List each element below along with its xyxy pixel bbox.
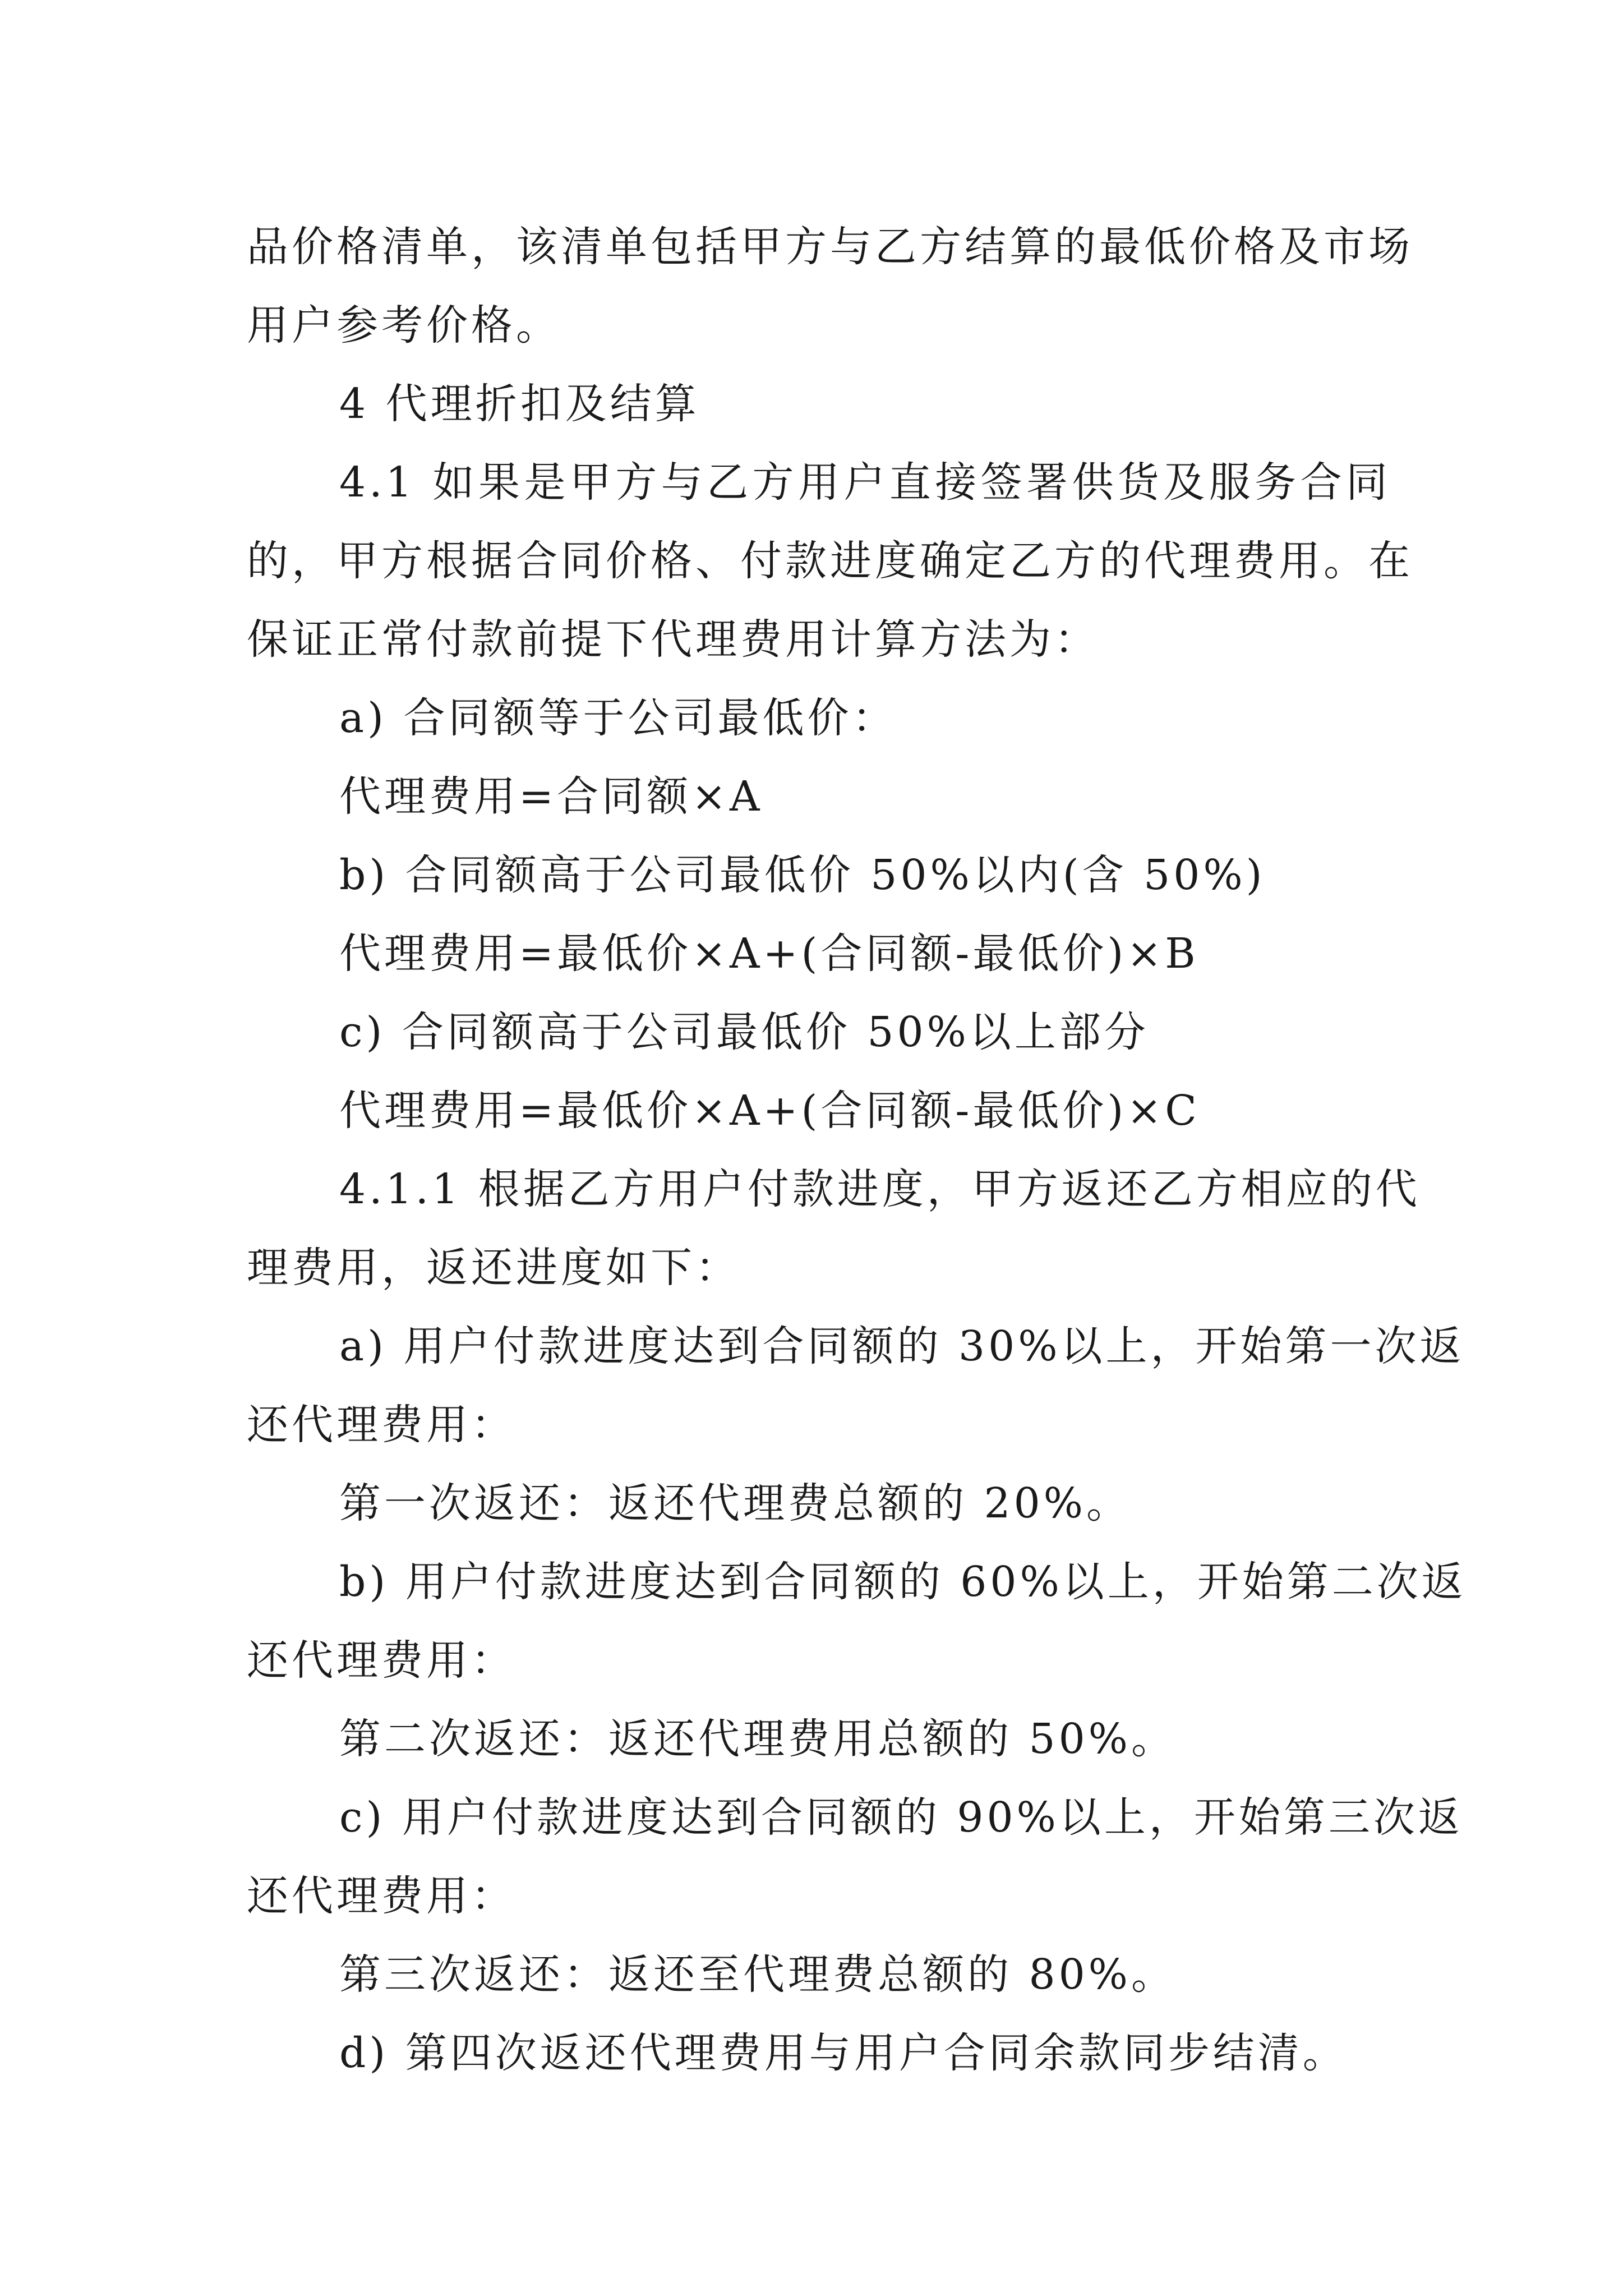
list-item: b) 合同额高于公司最低价 50%以内(含 50%): [339, 851, 1266, 899]
refund-line: 第二次返还：返还代理费用总额的 50%。: [339, 1715, 1176, 1763]
clause-text-line: 理费用，返还进度如下：: [247, 1244, 740, 1292]
list-item: a) 合同额等于公司最低价：: [339, 694, 897, 742]
list-item: d) 第四次返还代理费用与用户合同余款同步结清。: [339, 2029, 1348, 2077]
list-item: c) 用户付款进度达到合同额的 90%以上，开始第三次返: [339, 1793, 1463, 1842]
refund-line: 第一次返还：返还代理费总额的 20%。: [339, 1479, 1131, 1527]
clause-text-line: 4.1 如果是甲方与乙方用户直接签署供货及服务合同: [339, 458, 1391, 507]
formula-line: 代理费用=合同额×A: [339, 772, 763, 821]
clause-text-line: 4.1.1 根据乙方用户付款进度，甲方返还乙方相应的代: [339, 1165, 1421, 1213]
list-item: a) 用户付款进度达到合同额的 30%以上，开始第一次返: [339, 1322, 1465, 1370]
body-text-line: 用户参考价格。: [247, 301, 561, 349]
list-item: 还代理费用：: [247, 1872, 516, 1920]
document-page: [247, 208, 1467, 2092]
formula-line: 代理费用=最低价×A+(合同额-最低价)×B: [339, 930, 1199, 978]
list-item: c) 合同额高于公司最低价 50%以上部分: [339, 1008, 1149, 1056]
body-text-line: 品价格清单，该清单包括甲方与乙方结算的最低价格及市场: [247, 223, 1413, 271]
formula-line: 代理费用=最低价×A+(合同额-最低价)×C: [339, 1087, 1200, 1135]
clause-text-line: 的，甲方根据合同价格、付款进度确定乙方的代理费用。在: [247, 537, 1413, 585]
clause-text-line: 保证正常付款前提下代理费用计算方法为：: [247, 615, 1099, 664]
list-item: 还代理费用：: [247, 1636, 516, 1685]
list-item: 还代理费用：: [247, 1401, 516, 1449]
list-item: b) 用户付款进度达到合同额的 60%以上，开始第二次返: [339, 1558, 1467, 1606]
section-heading: 4 代理折扣及结算: [339, 380, 700, 428]
refund-line: 第三次返还：返还至代理费总额的 80%。: [339, 1950, 1176, 1999]
